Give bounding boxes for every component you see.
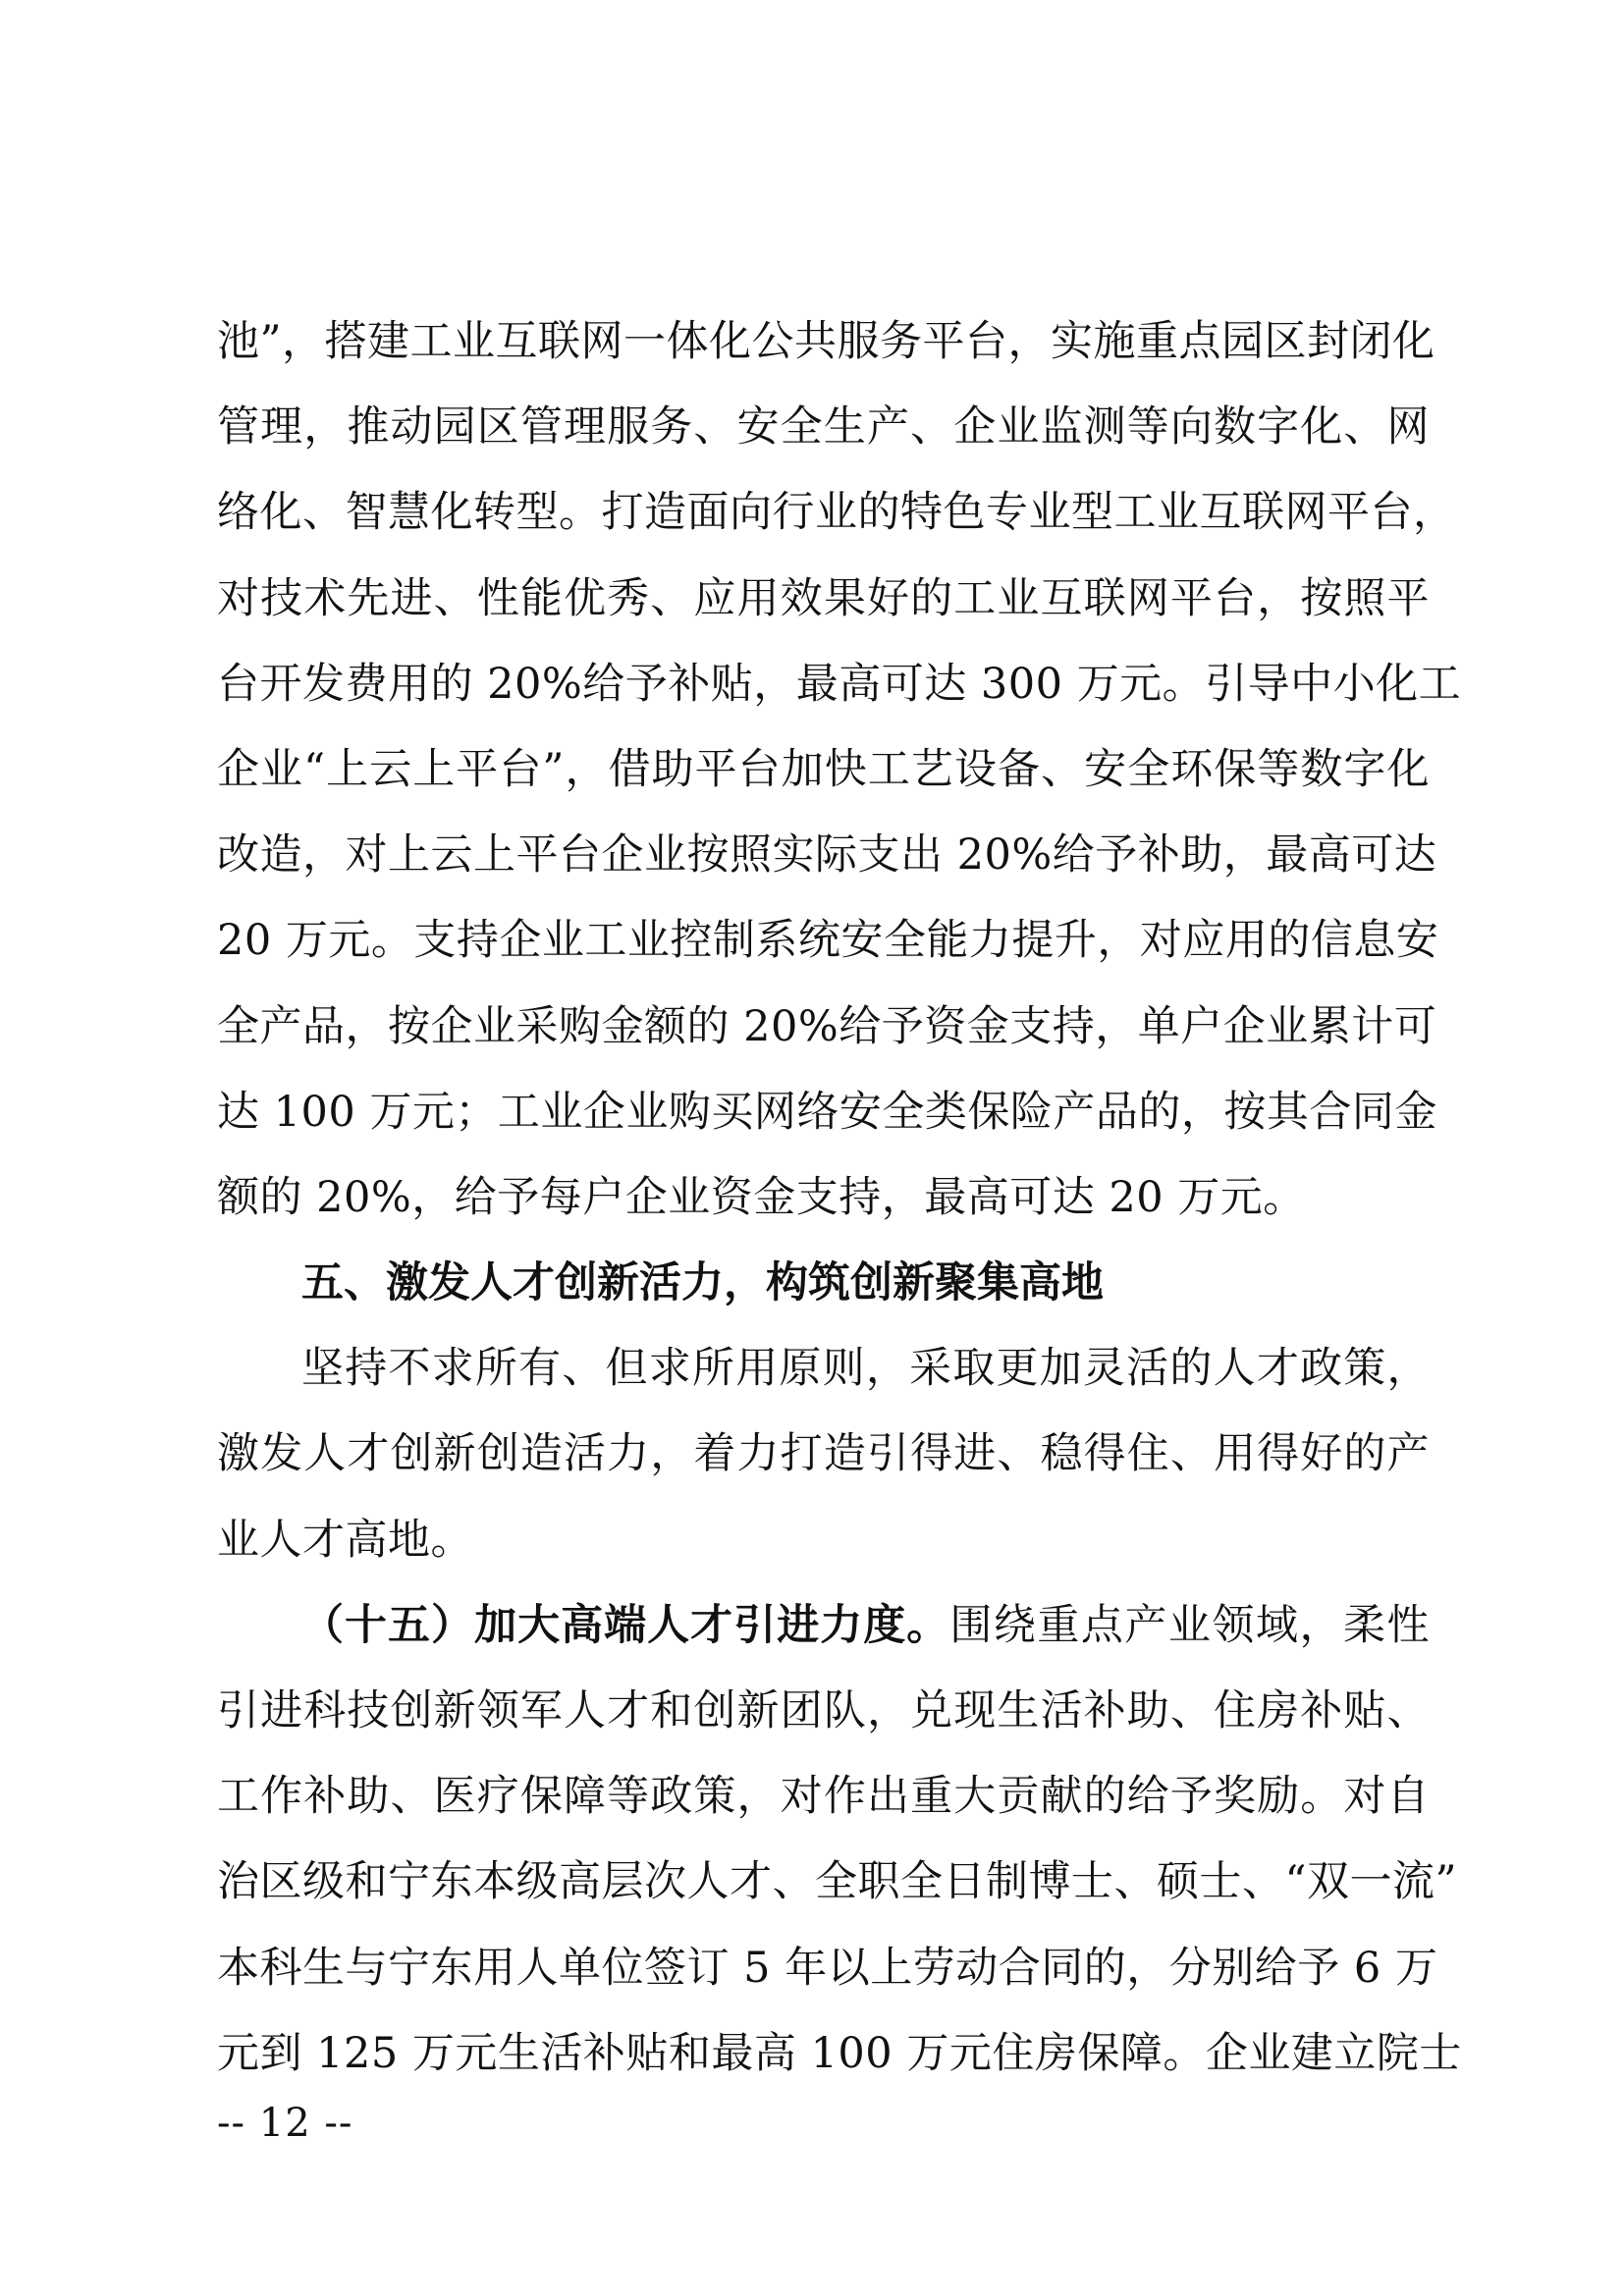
item-title: （十五）加大高端人才引进力度。 bbox=[301, 1600, 950, 1650]
page-number: -- 12 -- bbox=[217, 2101, 353, 2146]
body-line: 企业“上云上平台”，借助平台加快工艺设备、安全环保等数字化 bbox=[217, 744, 1430, 794]
body-line: 本科生与宁东用人单位签订 5 年以上劳动合同的，分别给予 6 万 bbox=[217, 1943, 1438, 1993]
body-line: 治区级和宁东本级高层次人才、全职全日制博士、硕士、“双一流” bbox=[217, 1857, 1457, 1907]
section-heading: 五、激发人才创新活力，构筑创新聚集高地 bbox=[301, 1258, 1104, 1308]
body-line: 坚持不求所有、但求所用原则，采取更加灵活的人才政策， bbox=[301, 1344, 1430, 1394]
body-line: 络化、智慧化转型。打造面向行业的特色专业型工业互联网平台， bbox=[217, 488, 1456, 538]
body-line: 管理，推动园区管理服务、安全生产、企业监测等向数字化、网 bbox=[217, 402, 1430, 453]
body-line: 全产品，按企业采购金额的 20%给予资金支持，单户企业累计可 bbox=[217, 1001, 1437, 1051]
body-line: 台开发费用的 20%给予补贴，最高可达 300 万元。引导中小化工 bbox=[217, 659, 1462, 709]
body-line: 20 万元。支持企业工业控制系统安全能力提升，对应用的信息安 bbox=[217, 916, 1439, 966]
body-line: 元到 125 万元生活补贴和最高 100 万元住房保障。企业建立院士 bbox=[217, 2028, 1462, 2078]
body-line: 激发人才创新创造活力，着力打造引得进、稳得住、用得好的产 bbox=[217, 1429, 1430, 1479]
body-line: 池”，搭建工业互联网一体化公共服务平台，实施重点园区封闭化 bbox=[217, 317, 1435, 366]
body-line: 引进科技创新领军人才和创新团队，兑现生活补助、住房补贴、 bbox=[217, 1686, 1430, 1735]
item-first-line-text: 围绕重点产业领域，柔性 bbox=[949, 1600, 1431, 1650]
body-line: 改造，对上云上平台企业按照实际支出 20%给予补助，最高可达 bbox=[217, 830, 1437, 881]
body-line: 业人才高地。 bbox=[217, 1515, 473, 1565]
item-first-line bbox=[217, 1583, 1430, 1669]
body-line: 额的 20%，给予每户企业资金支持，最高可达 20 万元。 bbox=[217, 1172, 1306, 1222]
page-body bbox=[217, 299, 1462, 2097]
body-line: 工作补助、医疗保障等政策，对作出重大贡献的给予奖励。对自 bbox=[217, 1772, 1430, 1822]
body-line: 对技术先进、性能优秀、应用效果好的工业互联网平台，按照平 bbox=[217, 573, 1430, 623]
body-line: 达 100 万元；工业企业购买网络安全类保险产品的，按其合同金 bbox=[217, 1087, 1437, 1137]
